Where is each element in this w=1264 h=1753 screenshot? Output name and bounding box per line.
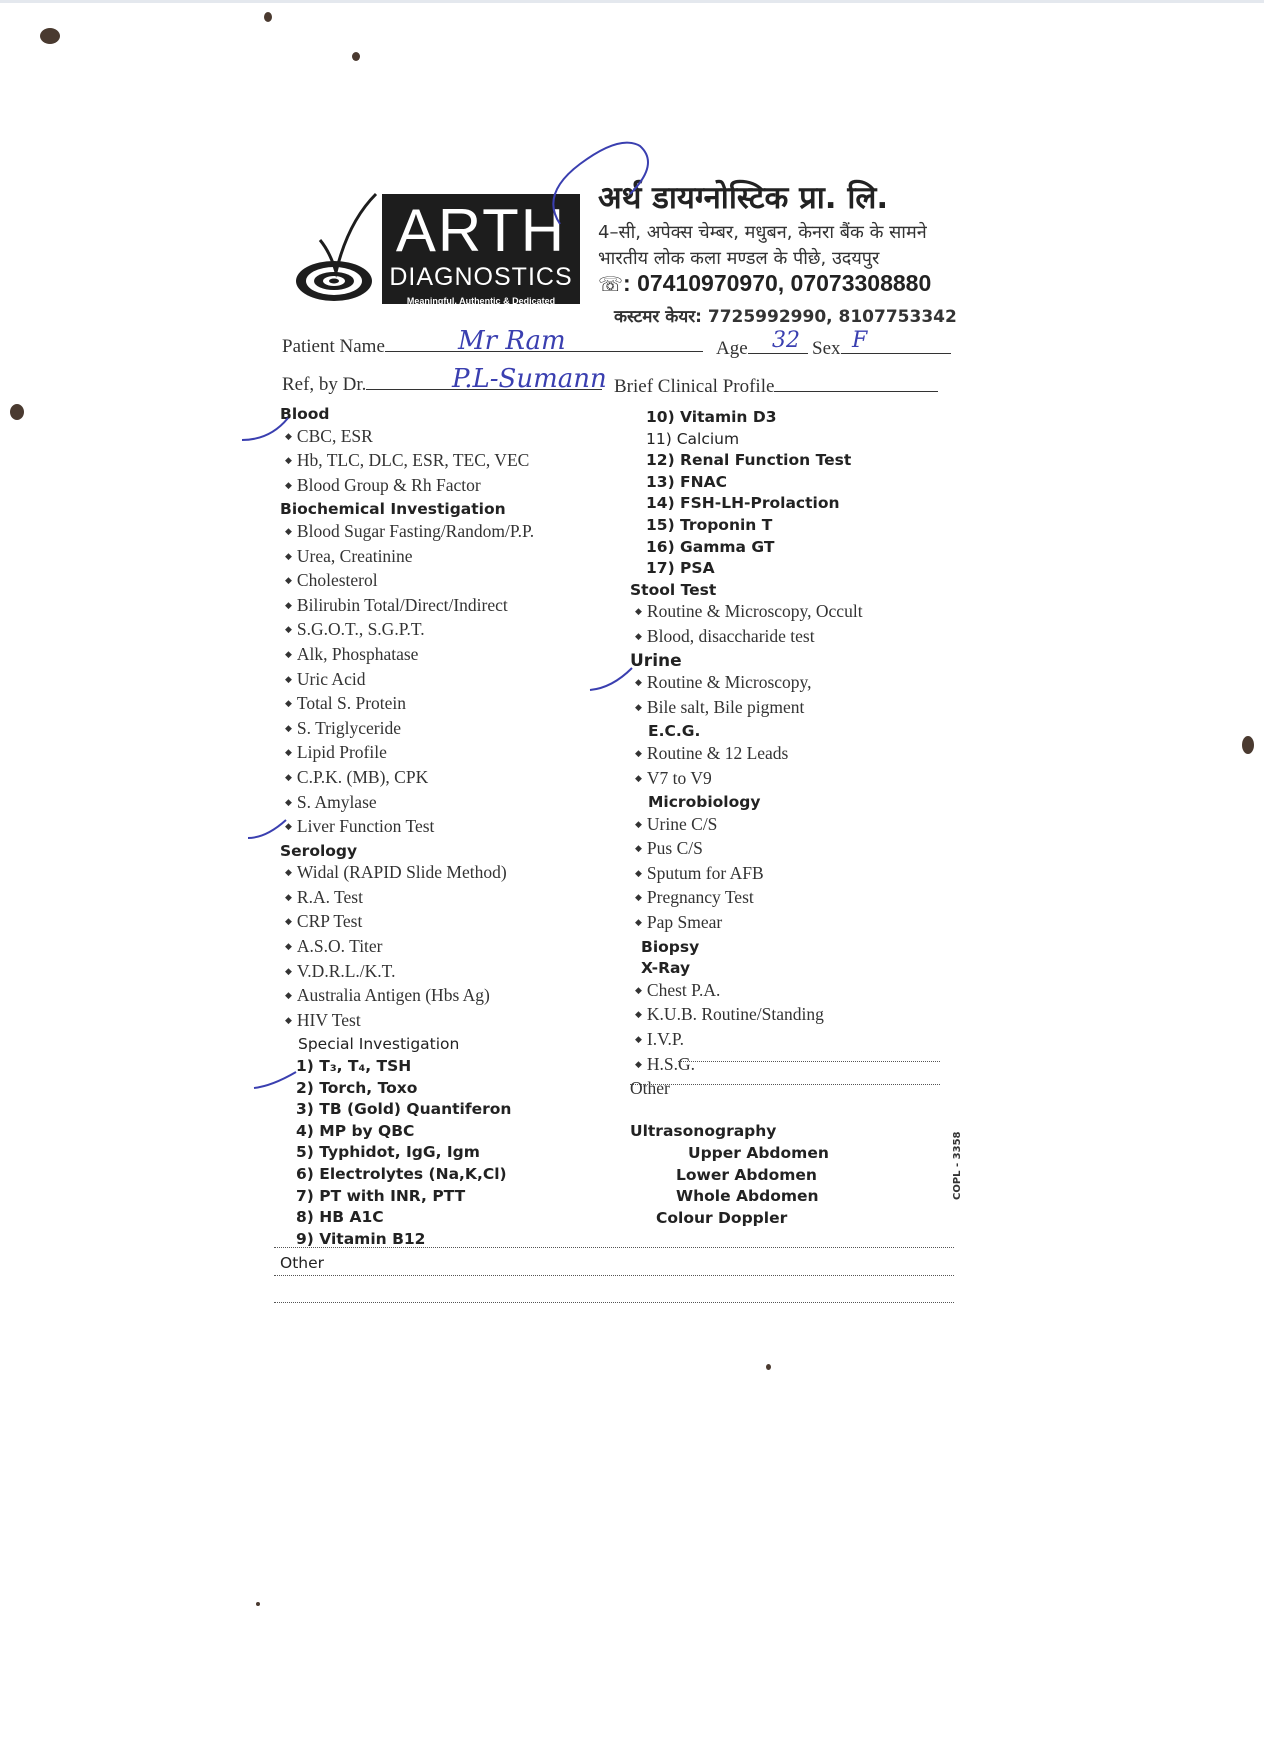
test-item[interactable]: ◆ S.G.O.T., S.G.P.T. — [280, 619, 534, 644]
right-other-line[interactable] — [630, 1083, 940, 1085]
special-test-item[interactable]: 12) Renal Function Test — [646, 451, 852, 470]
special-test-item[interactable]: 15) Troponin T — [646, 515, 773, 534]
scan-speck — [256, 1602, 260, 1606]
left-other-label: Other — [280, 1254, 325, 1273]
test-item[interactable]: ◆ Urine C/S — [630, 814, 863, 839]
special-test-item[interactable]: 11) Calcium — [646, 429, 740, 448]
scan-speck — [352, 52, 360, 61]
test-item[interactable]: ◆ Lipid Profile — [280, 742, 534, 767]
test-item[interactable]: ◆ Pus C/S — [630, 838, 863, 863]
right-other-label: Other — [630, 1078, 670, 1099]
test-item[interactable]: ◆ Blood Sugar Fasting/Random/P.P. — [280, 521, 534, 546]
test-item[interactable]: ◆ K.U.B. Routine/Standing — [630, 1004, 863, 1029]
ref-doctor-field[interactable]: Ref, by Dr. — [282, 374, 602, 396]
special-test-item[interactable]: 9) Vitamin B12 — [296, 1229, 426, 1248]
test-item[interactable]: ◆ Australia Antigen (Hbs Ag) — [280, 985, 534, 1010]
test-item[interactable]: ◆ Hb, TLC, DLC, ESR, TEC, VEC — [280, 450, 534, 475]
pen-tick-mark — [240, 410, 320, 450]
logo-brand: ARTH — [395, 197, 567, 264]
section-biochemical: Biochemical Investigation — [280, 500, 506, 519]
test-item[interactable]: ◆ Uric Acid — [280, 669, 534, 694]
sex-value: F — [852, 328, 868, 353]
test-item[interactable]: ◆ Cholesterol — [280, 570, 534, 595]
section-ultrasonography: Ultrasonography — [630, 1122, 777, 1141]
test-item[interactable]: ◆ Chest P.A. — [630, 980, 863, 1005]
usg-item[interactable]: Upper Abdomen — [688, 1144, 829, 1162]
test-item[interactable]: ◆ C.P.K. (MB), CPK — [280, 767, 534, 792]
age-field[interactable]: Age — [716, 338, 808, 360]
special-test-item[interactable]: 1) T₃, T₄, TSH — [296, 1057, 412, 1076]
test-item[interactable]: ◆ Sputum for AFB — [630, 863, 863, 888]
logo-sub: DIAGNOSTICS — [389, 263, 573, 291]
special-test-item[interactable]: 10) Vitamin D3 — [646, 408, 777, 426]
scan-speck — [10, 404, 24, 420]
lab-name-hindi: अर्थ डायग्नोस्टिक प्रा. लि. — [598, 180, 889, 216]
patient-name-value: Mr Ram — [458, 326, 566, 356]
section-serology: Serology — [280, 841, 358, 860]
usg-item[interactable]: Lower Abdomen — [676, 1165, 817, 1184]
special-test-item[interactable]: 5) Typhidot, IgG, Igm — [296, 1143, 480, 1162]
test-item[interactable]: ◆ Bile salt, Bile pigment — [630, 697, 863, 722]
phone-icon: ☏ — [598, 272, 624, 296]
test-item[interactable]: ◆ Routine & Microscopy, — [630, 672, 863, 697]
right-test-column — [630, 407, 863, 1229]
clinical-profile-field[interactable]: Brief Clinical Profile — [614, 376, 938, 398]
address-line-1: 4–सी, अपेक्स चेम्बर, मधुबन, केनरा बैंक के सामने — [598, 222, 927, 243]
scan-speck — [40, 28, 60, 44]
scan-speck — [766, 1364, 771, 1370]
section-special-investigation: Special Investigation — [298, 1035, 460, 1054]
special-test-item[interactable]: 3) TB (Gold) Quantiferon — [296, 1100, 512, 1119]
age-value: 32 — [772, 328, 800, 353]
test-item[interactable]: ◆ HIV Test — [280, 1010, 534, 1035]
special-test-item[interactable]: 6) Electrolytes (Na,K,Cl) — [296, 1165, 507, 1183]
test-item[interactable]: ◆ Pap Smear — [630, 912, 863, 937]
left-test-column — [280, 404, 534, 1275]
test-item[interactable]: ◆ Urea, Creatinine — [280, 546, 534, 571]
test-item[interactable]: ◆ Alk, Phosphatase — [280, 644, 534, 669]
test-item[interactable]: ◆ Widal (RAPID Slide Method) — [280, 862, 534, 887]
test-item[interactable]: ◆ Blood, disaccharide test — [630, 626, 863, 651]
special-test-item[interactable]: 13) FNAC — [646, 472, 727, 491]
section-stool: Stool Test — [630, 580, 717, 599]
test-item[interactable]: ◆ A.S.O. Titer — [280, 936, 534, 961]
test-item[interactable]: ◆ Bilirubin Total/Direct/Indirect — [280, 595, 534, 620]
section-biopsy[interactable]: Biopsy — [641, 937, 700, 956]
section-microbiology: Microbiology — [648, 793, 761, 812]
check-mark-icon — [318, 192, 378, 282]
test-item[interactable]: ◆ CBC, ESR — [280, 426, 534, 451]
special-test-item[interactable]: 16) Gamma GT — [646, 537, 775, 556]
test-item[interactable]: ◆ S. Triglyceride — [280, 718, 534, 743]
test-item[interactable]: ◆ S. Amylase — [280, 792, 534, 817]
special-test-item[interactable]: 14) FSH-LH-Prolaction — [646, 494, 840, 513]
address-line-2: भारतीय लोक कला मण्डल के पीछे, उदयपुर — [598, 248, 880, 269]
pen-tick-mark — [246, 814, 306, 844]
test-item[interactable]: ◆ Total S. Protein — [280, 693, 534, 718]
test-item[interactable]: ◆ Blood Group & Rh Factor — [280, 475, 534, 500]
right-other-line[interactable] — [678, 1060, 940, 1062]
other-line[interactable] — [274, 1301, 954, 1303]
special-test-item[interactable]: 17) PSA — [646, 559, 715, 578]
logo-tagline: Meaningful, Authentic & Dedicated — [406, 296, 556, 306]
scan-speck — [1242, 736, 1254, 754]
test-item[interactable]: ◆ V7 to V9 — [630, 768, 863, 793]
test-item[interactable]: ◆ Pregnancy Test — [630, 887, 863, 912]
test-item[interactable]: ◆ I.V.P. — [630, 1029, 863, 1054]
test-item[interactable]: ◆ Liver Function Test — [280, 816, 534, 841]
special-test-item[interactable]: 4) MP by QBC — [296, 1121, 415, 1140]
other-line[interactable] — [274, 1246, 954, 1248]
section-ecg: E.C.G. — [648, 722, 701, 741]
form-code: COPL - 3358 — [952, 1131, 963, 1200]
pen-tick-mark — [252, 1064, 312, 1094]
usg-item[interactable]: Whole Abdomen — [676, 1187, 819, 1206]
test-item[interactable]: ◆ Routine & Microscopy, Occult — [630, 601, 863, 626]
usg-item[interactable]: Colour Doppler — [656, 1208, 788, 1227]
test-item[interactable]: ◆ R.A. Test — [280, 887, 534, 912]
test-item[interactable]: ◆ V.D.R.L./K.T. — [280, 961, 534, 986]
special-test-item[interactable]: 7) PT with INR, PTT — [296, 1186, 466, 1205]
phone-numbers: ☏: 07410970970, 07073308880 — [598, 270, 932, 296]
patient-name-field[interactable]: Patient Name — [282, 336, 703, 358]
special-test-item[interactable]: 8) HB A1C — [296, 1208, 384, 1227]
other-line[interactable] — [274, 1274, 954, 1276]
special-test-item[interactable]: 2) Torch, Toxo — [296, 1078, 418, 1097]
ref-doctor-value: P.L-Sumann — [452, 364, 607, 394]
scan-edge — [0, 0, 1264, 3]
scan-speck — [264, 12, 272, 22]
test-item[interactable]: ◆ H.S.G. — [630, 1054, 863, 1079]
test-item[interactable]: ◆ Routine & 12 Leads — [630, 743, 863, 768]
test-item[interactable]: ◆ CRP Test — [280, 911, 534, 936]
section-urine: Urine — [630, 650, 682, 671]
section-xray: X-Ray — [641, 959, 691, 978]
customer-care: कस्टमर केयर: 7725992990, 8107753342 — [614, 307, 957, 327]
pen-loop-mark — [540, 134, 670, 244]
pen-tick-mark — [588, 662, 648, 696]
section-blood: Blood — [280, 405, 330, 423]
sex-field[interactable]: Sex — [812, 338, 951, 360]
